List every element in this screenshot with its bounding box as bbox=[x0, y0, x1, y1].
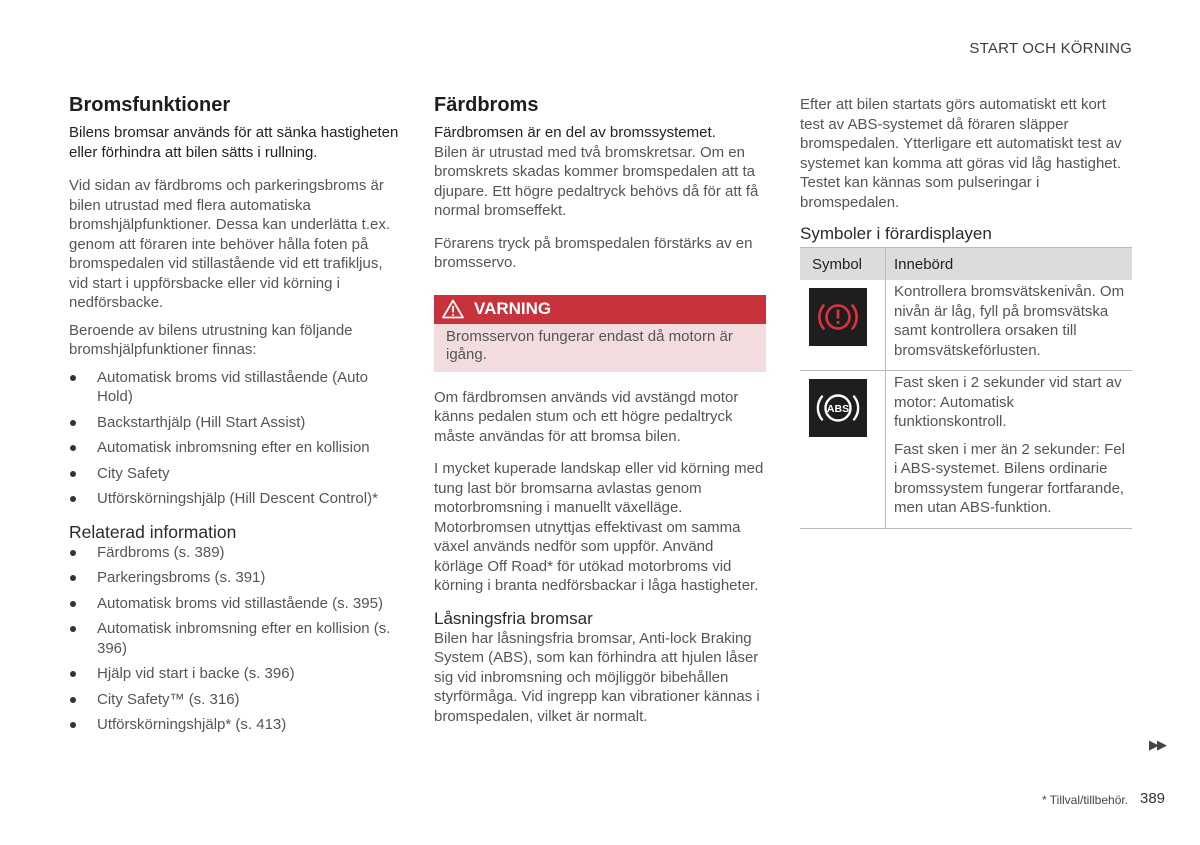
bullet-icon bbox=[70, 471, 76, 477]
paragraph: Vid sidan av färdbroms och parkeringsbroms är bilen utrustad med flera automatiska bromshjälpfunktioner. Dessa kan underlätta t.ex. genom att föraren inte behöver hålla foten på bromspedalen vid stillastående vid ett trafikljus, vid start i uppförsbacke eller vid körning i nedförsbacke. bbox=[69, 177, 391, 311]
list-item bbox=[69, 489, 401, 509]
warning-label: VARNING bbox=[474, 299, 552, 318]
bullet-icon bbox=[70, 671, 76, 677]
footnote: * Tillval/tillbehör. bbox=[1042, 793, 1129, 807]
paragraph: Om färdbromsen används vid avstängd motor känns pedalen stum och ett högre pedaltryck måste användas för att bromsa bilen. bbox=[434, 388, 739, 445]
intro-text: Bilens bromsar används för att sänka hastigheten eller förhindra att bilen sätts i rullning. bbox=[69, 124, 399, 161]
related-title: Relaterad information bbox=[69, 521, 237, 542]
list-item bbox=[69, 464, 401, 484]
warning-box bbox=[434, 295, 766, 372]
section-title: Färdbroms bbox=[434, 94, 539, 116]
related-link[interactable] bbox=[69, 690, 401, 710]
related-list bbox=[69, 543, 401, 735]
bullet-icon bbox=[70, 496, 76, 502]
bullet-icon bbox=[70, 420, 76, 426]
section-title: Bromsfunktioner bbox=[69, 94, 231, 116]
warning-header bbox=[434, 295, 766, 324]
brake-warning-icon bbox=[809, 288, 867, 346]
list-item bbox=[69, 413, 401, 433]
list-item-text: Automatisk inbromsning efter en kollision bbox=[97, 439, 370, 456]
warning-text: Bromsservon fungerar endast då motorn är igång. bbox=[434, 324, 766, 372]
paragraph: Beroende av bilens utrustning kan följande bromshjälpfunktioner finnas: bbox=[69, 321, 353, 358]
related-link-text[interactable]: Automatisk broms vid stillastående (s. 395) bbox=[97, 594, 383, 612]
section-header: START OCH KÖRNING bbox=[969, 40, 1132, 57]
list-item-text: Utförskörningshjälp (Hill Descent Control)* bbox=[97, 490, 378, 507]
bullet-icon bbox=[70, 601, 76, 607]
related-link-text[interactable]: Utförskörningshjälp* (s. 413) bbox=[97, 716, 287, 733]
symbol-cell bbox=[800, 371, 886, 529]
paragraph: Förarens tryck på bromspedalen förstärks av en bromsservo. bbox=[434, 234, 753, 271]
functions-list bbox=[69, 368, 401, 509]
column-fardbroms bbox=[434, 93, 766, 726]
paragraph: Bilen är utrustad med två bromskretsar. Om en bromskrets skadas kommer bromspedalen att ta djupare. Ett högre pedaltryck behövs då för att få normal bromseffekt. bbox=[434, 143, 759, 219]
abs-icon bbox=[809, 379, 867, 437]
continue-arrows-icon: ▶▶ bbox=[1149, 737, 1165, 752]
column-abs-info bbox=[800, 95, 1132, 529]
list-item-text: Automatisk broms vid stillastående (Auto Hold) bbox=[97, 368, 368, 405]
related-link[interactable] bbox=[69, 568, 401, 588]
table-row bbox=[800, 371, 1132, 529]
list-item bbox=[69, 368, 401, 407]
paragraph: I mycket kuperade landskap eller vid körning med tung last bör bromsarna avlastas genom motorbromsning i manuellt växelläge. Motorbromsen utnyttjas effektivast om samma växel används nedför som uppför. Använd körläge Off Road* för utökad motorbroms vid körning i branta nedförsbackar i låga hastigheter. bbox=[434, 460, 764, 594]
related-link-text[interactable]: Automatisk inbromsning efter en kollision (s. 396) bbox=[97, 620, 391, 657]
related-link[interactable] bbox=[69, 594, 401, 614]
meaning-text: Kontrollera bromsvätskenivån. Om nivån är låg, fyll på bromsvätska samt kontrollera orsaken till bromsvätskeförlusten. bbox=[894, 283, 1125, 359]
column-bromsfunktioner bbox=[69, 93, 401, 735]
symbols-table bbox=[800, 247, 1132, 529]
related-link-text[interactable]: Färdbroms (s. 389) bbox=[97, 543, 225, 561]
warning-triangle-icon bbox=[442, 299, 464, 319]
table-row bbox=[800, 280, 1132, 371]
related-link-text[interactable]: City Safety™ (s. 316) bbox=[97, 690, 240, 708]
table-header-row bbox=[800, 248, 1132, 281]
paragraph: Efter att bilen startats görs automatiskt ett kort test av ABS-systemet då föraren släpper bromspedalen. Ytterligare ett automatiskt test av systemet kan komma att göras vid låg hastighet. Testet kan kännas som pulseringar i bromspedalen. bbox=[800, 96, 1122, 211]
meaning-cell bbox=[886, 280, 1133, 371]
abs-icon-label: ABS bbox=[826, 403, 850, 415]
column-header-symbol: Symbol bbox=[800, 248, 886, 281]
related-link[interactable] bbox=[69, 664, 401, 684]
paragraph: Bilen har låsningsfria bromsar, Anti-lock Braking System (ABS), som kan förhindra att hjulen låser sig vid inbromsning och möjliggör bibehållen styrförmåga. Vid ingrepp kan vibrationer kännas i bromspedalen, vilket är normalt. bbox=[434, 629, 760, 725]
bullet-icon bbox=[70, 697, 76, 703]
meaning-cell bbox=[886, 371, 1133, 529]
page-number: 389 bbox=[1140, 790, 1166, 807]
meaning-text: Fast sken i mer än 2 sekunder: Fel i ABS-systemet. Bilens ordinarie bromssystem fungerar fortfarande, men utan ABS-funktion. bbox=[894, 440, 1125, 516]
related-link[interactable] bbox=[69, 715, 401, 735]
bullet-icon bbox=[70, 550, 76, 556]
abs-title: Låsningsfria bromsar bbox=[434, 608, 593, 628]
related-link[interactable] bbox=[69, 543, 401, 563]
list-item-text: City Safety bbox=[97, 464, 170, 482]
symbols-title: Symboler i förardisplayen bbox=[800, 224, 992, 243]
bullet-icon bbox=[70, 375, 76, 381]
column-header-meaning: Innebörd bbox=[886, 248, 1133, 281]
bullet-icon bbox=[70, 722, 76, 728]
bullet-icon bbox=[70, 445, 76, 451]
meaning-text: Fast sken i 2 sekunder vid start av motor: Automatisk funktionskontroll. bbox=[894, 374, 1122, 430]
related-link[interactable] bbox=[69, 619, 401, 658]
intro-text: Färdbromsen är en del av bromssystemet. bbox=[434, 124, 716, 141]
bullet-icon bbox=[70, 575, 76, 581]
related-link-text[interactable]: Parkeringsbroms (s. 391) bbox=[97, 569, 266, 586]
list-item-text: Backstarthjälp (Hill Start Assist) bbox=[97, 413, 306, 431]
list-item bbox=[69, 438, 401, 458]
related-link-text[interactable]: Hjälp vid start i backe (s. 396) bbox=[97, 665, 295, 682]
bullet-icon bbox=[70, 626, 76, 632]
symbol-cell bbox=[800, 280, 886, 371]
